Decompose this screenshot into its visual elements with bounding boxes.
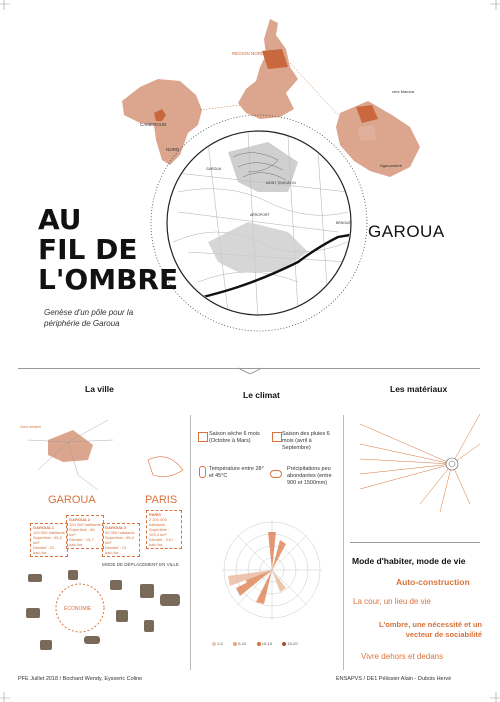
precipitations-text: Précipitations peu abondantes (entre 900 et 1500mm) <box>287 466 332 486</box>
temperature-icon <box>199 466 206 478</box>
section-title-climat: Le climat <box>243 390 280 400</box>
column-separator-1 <box>190 415 191 670</box>
label-region-nord: RÉGION NORD <box>232 51 265 56</box>
garoua-box-3-line: Densité : 13 hab./ha <box>105 545 127 555</box>
garoua-box-2-line: 100 000 habitants <box>69 522 101 527</box>
label-nord: NORD <box>166 147 180 152</box>
saison-seche-icon <box>198 432 208 442</box>
ville-map <box>18 400 190 495</box>
garoua-box-2-title: GAROUA 2 <box>69 517 90 522</box>
label-zone-urbaine: Zone urbaine <box>20 425 42 429</box>
materiaux-diagram <box>350 404 490 524</box>
paris-box-title: PARIS <box>149 512 161 517</box>
main-title <box>38 205 178 295</box>
garoua-box-3 <box>102 523 140 557</box>
label-economie: ÉCONOMIE <box>64 606 92 612</box>
label-garoua-small: GAROUA <box>206 167 222 171</box>
garoua-box-2 <box>66 515 104 549</box>
title-line-2: FIL DE <box>38 233 138 266</box>
legend-label: 1-5 <box>217 641 223 646</box>
paris-box-line: Densité : 210 hab./ha <box>149 537 173 547</box>
section-title-ville: La ville <box>85 384 114 394</box>
column-separator-2 <box>343 415 344 670</box>
garoua-box-3-line: Superficie : 65,4 km² <box>105 535 134 545</box>
legend-item <box>257 641 272 646</box>
section-title-materiaux: Les matériaux <box>390 384 448 394</box>
ville-paris-label: PARIS <box>145 494 178 506</box>
legend-item <box>212 641 223 646</box>
place-name: GAROUA <box>368 222 445 241</box>
mode-vivre: Vivre dehors et dedans <box>361 652 444 661</box>
label-mont-tinguelin: MONT TINGUELIN <box>266 181 296 185</box>
label-ngaoundere: Ngaoundéré <box>380 163 403 168</box>
ville-garoua-label: GAROUA <box>48 494 96 506</box>
garoua-box-1-line: Densité : 22 hab./ha <box>33 545 55 555</box>
mode-deplacement-label: MODE DE DÉPLACEMENT EN VILLE <box>102 562 179 567</box>
legend-label: 10-15 <box>261 641 272 646</box>
precipitations-icon <box>270 470 282 478</box>
footer-left: PFE Juillet 2018 / Bochard Wendy, Eysseric Coline <box>18 676 143 682</box>
legend-item <box>233 641 246 646</box>
saison-seche-text: Saison sèche 6 mois (Octobre à Mars) <box>209 431 260 444</box>
garoua-box-1-line: Superficie : 65,3 km² <box>33 535 62 545</box>
title-line-3: L'OMBRE <box>38 263 179 296</box>
wind-rose <box>206 510 338 630</box>
label-benoue: BÉNOUÉ <box>336 221 351 225</box>
garoua-box-3-line: 90 000 habitants <box>105 530 135 535</box>
garoua-box-3-title: GAROUA 3 <box>105 525 126 530</box>
divider-arrow <box>238 362 262 374</box>
mode-ombre: L'ombre, une nécessité et un vecteur de sociabilité <box>378 620 482 639</box>
title-line-1: AU <box>38 203 82 236</box>
footer-right: ENSAPVS / DE1 Pélissier Alain - Dubois Hervé <box>336 676 452 682</box>
label-vers-mamoa: vers Mamoa <box>392 89 415 94</box>
temperature-text: Température entre 28° et 45°C <box>209 466 264 479</box>
label-cameroun: CAMEROUN <box>140 122 167 127</box>
garoua-box-1-line: 120 000 habitants <box>33 530 65 535</box>
legend-label: 5-10 <box>238 641 247 646</box>
garoua-box-1 <box>30 523 68 557</box>
mode-cour: La cour, un lieu de vie <box>353 597 431 606</box>
mode-divider <box>350 542 480 543</box>
saison-pluies-text: Saison des pluies 6 mois (avril à Septembre) <box>282 431 330 451</box>
section-title-mode: Mode d'habiter, mode de vie <box>352 556 466 566</box>
garoua-city-map <box>148 112 370 334</box>
legend-label: 15-20 <box>287 641 298 646</box>
garoua-box-2-line: Superficie : 68 km² <box>69 527 95 537</box>
paris-box <box>146 510 182 549</box>
garoua-box-2-line: Densité : 15,7 hab./ha <box>69 537 94 547</box>
subtitle: Genèse d'un pôle pour la périphérie de Garoua <box>44 308 134 328</box>
legend-item <box>282 641 297 646</box>
garoua-box-1-title: GAROUA 1 <box>33 525 54 530</box>
wind-legend <box>212 632 304 650</box>
paris-box-line: Superficie : 105,4 km² <box>149 527 170 537</box>
economie-diagram <box>20 570 190 670</box>
paris-box-line: 2 200 000 habitants <box>149 517 167 527</box>
label-aeroport: AÉROPORT <box>250 213 270 217</box>
saison-pluies-icon <box>272 432 282 442</box>
mode-auto-construction: Auto-construction <box>396 577 470 587</box>
